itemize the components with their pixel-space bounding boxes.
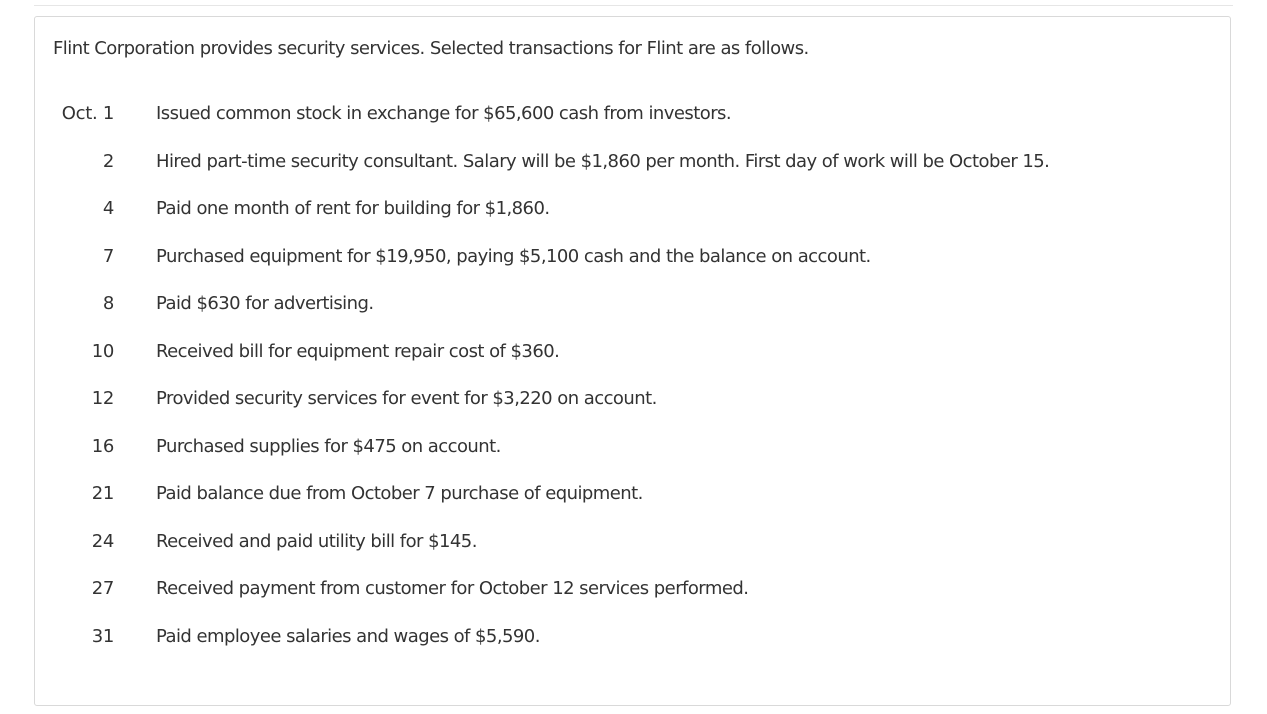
transaction-date: 31 xyxy=(91,625,114,647)
transaction-description: Provided security services for event for $3,220 on account. xyxy=(156,388,657,409)
transaction-row xyxy=(35,151,1230,199)
transaction-date: 7 xyxy=(102,245,114,267)
transaction-row xyxy=(35,388,1230,436)
transaction-description: Received and paid utility bill for $145. xyxy=(156,530,477,552)
transaction-row xyxy=(35,293,1230,341)
transaction-row xyxy=(35,341,1230,389)
transaction-description: Hired part-time security consultant. Salary will be $1,860 per month. First day of work will be October 15. xyxy=(156,150,1050,172)
transaction-description: Issued common stock in exchange for $65,600 cash from investors. xyxy=(156,103,732,124)
transactions-list xyxy=(35,103,1230,673)
transaction-row xyxy=(35,626,1230,674)
transaction-row xyxy=(35,246,1230,294)
transaction-date: Oct. 1 xyxy=(61,103,114,124)
transaction-description: Received payment from customer for October 12 services performed. xyxy=(156,578,749,599)
transaction-row xyxy=(35,578,1230,626)
transaction-date: 27 xyxy=(91,578,114,599)
transaction-date: 24 xyxy=(91,530,114,552)
transaction-description: Paid $630 for advertising. xyxy=(156,293,374,314)
transaction-description: Purchased equipment for $19,950, paying $5,100 cash and the balance on account. xyxy=(156,245,871,267)
transaction-description: Paid balance due from October 7 purchase of equipment. xyxy=(156,483,643,504)
transaction-row xyxy=(35,436,1230,484)
transaction-date: 8 xyxy=(102,293,114,314)
transaction-row xyxy=(35,483,1230,531)
transaction-row xyxy=(35,531,1230,579)
transaction-description: Purchased supplies for $475 on account. xyxy=(156,435,501,457)
transaction-description: Received bill for equipment repair cost of $360. xyxy=(156,340,560,362)
transaction-date: 12 xyxy=(91,388,114,409)
transaction-row xyxy=(35,198,1230,246)
transaction-date: 21 xyxy=(91,483,114,504)
transaction-date: 16 xyxy=(91,435,114,457)
problem-intro: Flint Corporation provides security services. Selected transactions for Flint are as follows. xyxy=(53,38,809,59)
transaction-date: 4 xyxy=(102,198,114,219)
transaction-row xyxy=(35,103,1230,151)
transaction-date: 2 xyxy=(102,150,114,172)
transaction-description: Paid one month of rent for building for $1,860. xyxy=(156,198,550,219)
transaction-description: Paid employee salaries and wages of $5,590. xyxy=(156,625,540,647)
top-divider xyxy=(34,5,1233,6)
question-card xyxy=(34,16,1231,706)
transaction-date: 10 xyxy=(91,340,114,362)
